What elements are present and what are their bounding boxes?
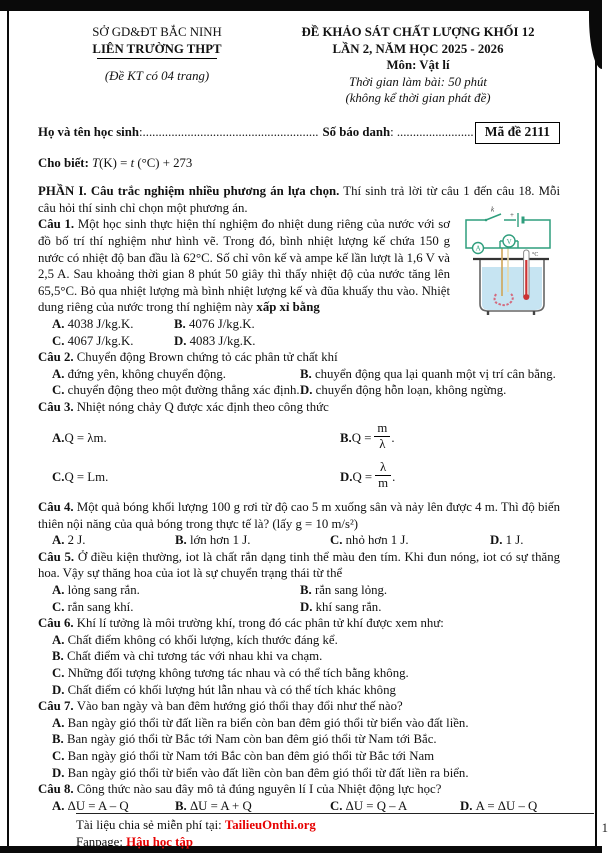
option-B: B. Q = $\frac{m}{\lambda}$ .: [340, 421, 395, 451]
question-label: Câu 3.: [38, 399, 77, 414]
school-name: LIÊN TRƯỜNG THPT: [38, 41, 276, 60]
question-options: [38, 316, 450, 349]
option-A: A. đứng yên, không chuyển động.: [52, 366, 226, 381]
scan-border-corner: [589, 11, 602, 69]
question-stem: Câu 2. Chuyển động Brown chứng tỏ các phân tử chất khí: [38, 350, 338, 365]
question-6: [38, 615, 560, 698]
exam-subject: Môn: Vật lí: [386, 58, 450, 73]
option-D: D. Q = $\frac{\lambda}{m}$ .: [340, 460, 396, 490]
option-B: B. Ban ngày gió thổi từ Bắc tới Nam còn ban đêm gió thổi từ Nam tới Bắc.: [52, 732, 437, 747]
question-stem: Câu 6. Khí lí tưởng là môi trường khí, trong đó các phân tử khí được xem như:: [38, 616, 444, 631]
header-left: [38, 24, 276, 107]
option-D: D. Chất điểm có khối lượng hút lẫn nhau và có thể tích khác không: [52, 682, 396, 697]
option-B: B. 4076 J/kg.K.: [174, 316, 255, 331]
option-key: B.: [175, 533, 190, 548]
exam-code: Mã đề 2111: [484, 123, 550, 139]
scan-border-right: [595, 11, 597, 846]
fraction-denominator: λ: [374, 436, 390, 452]
option-A: A. ΔU = A – Q: [52, 798, 129, 813]
fraction-numerator: λ: [380, 460, 387, 475]
option-key: B.: [174, 316, 189, 331]
option-key: A.: [52, 316, 68, 331]
option-A: A. Q = λm.: [52, 431, 107, 446]
option-A: A. 4038 J/kg.K.: [52, 316, 134, 331]
option-key: A.: [52, 533, 68, 548]
voltmeter-label: V: [506, 238, 512, 247]
option-key: B.: [175, 798, 190, 813]
ammeter-label: A: [475, 244, 481, 253]
option-A: A. lỏng sang rắn.: [52, 582, 140, 597]
question-label: Câu 4.: [38, 500, 77, 514]
option-key: D.: [300, 383, 316, 398]
option-D: D. Ban ngày gió thổi từ biển vào đất liền còn ban đêm gió thổi từ đất liền ra biển.: [52, 765, 469, 780]
option-key: D.: [52, 682, 68, 697]
question-1: [38, 205, 560, 349]
option-B: B. rắn sang lỏng.: [300, 582, 388, 597]
option-key: D.: [340, 469, 353, 484]
exam-title-line2: LẦN 2, NĂM HỌC 2025 - 2026: [332, 41, 504, 56]
fanpage-label: Fanpage:: [76, 834, 127, 849]
option-A: A. Chất điểm không có khối lượng, kích thước đáng kể.: [52, 632, 338, 647]
question-label: Câu 2.: [38, 350, 77, 365]
fraction-numerator: m: [377, 421, 388, 436]
footer-line1: [76, 817, 608, 835]
exam-title-line1: ĐỀ KHẢO SÁT CHẤT LƯỢNG KHỐI 12: [301, 25, 535, 39]
option-B: B. chuyển động qua lại quanh một vị trí cân bằng.: [300, 366, 556, 381]
given-label: Cho biết:: [38, 155, 89, 170]
option-key: D.: [490, 533, 506, 548]
part1-title: PHẦN I. Câu trắc nghiệm nhiều phương án lựa chọn.: [38, 184, 340, 199]
question-2: [38, 349, 560, 399]
option-C: C. 4067 J/kg.K.: [52, 333, 134, 348]
fanpage-link[interactable]: Hậu học tập: [126, 834, 193, 849]
option-C: C. ΔU = Q – A: [330, 798, 408, 813]
question-options: [38, 366, 560, 399]
option-B: B. lớn hơn 1 J.: [175, 533, 251, 548]
question-stem: Câu 3. Nhiệt nóng chảy Q được xác định theo công thức: [38, 399, 329, 414]
option-key: C.: [330, 798, 346, 813]
battery-plus-label: +: [510, 211, 514, 220]
option-C: C. nhỏ hơn 1 J.: [330, 533, 409, 548]
question-options: [38, 632, 560, 698]
option-key: D.: [300, 599, 316, 614]
questions: [38, 205, 560, 814]
switch-label: k: [491, 205, 495, 214]
option-key: A.: [52, 632, 68, 647]
option-B: B. Chất điểm và chỉ tương tác với nhau khi va chạm.: [52, 649, 323, 664]
question-options: [38, 532, 560, 549]
footer: [76, 813, 608, 850]
given-formula: T: [92, 155, 100, 170]
page-number: 1: [601, 821, 608, 835]
option-key: C.: [52, 665, 68, 680]
option-key: C.: [52, 599, 68, 614]
question-8: [38, 781, 560, 814]
exam-code-box: [475, 122, 560, 144]
option-C: C. Ban ngày gió thổi từ Nam tới Bắc còn ban đêm gió thổi từ Bắc tới Nam: [52, 748, 435, 763]
option-key: C.: [52, 748, 68, 763]
question-label: Câu 8.: [38, 782, 77, 797]
candidate-number-field: : ........................: [390, 125, 474, 140]
option-A: A. 2 J.: [52, 533, 86, 548]
exam-duration-note: (không kể thời gian phát đề): [345, 91, 491, 106]
share-label: Tài liệu chia sẻ miễn phí tại:: [76, 818, 225, 832]
option-key: C.: [52, 333, 68, 348]
option-key: C.: [52, 469, 65, 484]
question-stem: Câu 4. Một quả bóng khối lượng 100 g rơi từ độ cao 5 m xuống sân và nảy lên được 4 m. Thì độ biến thiên nội năng của quả bóng trong thực tế là? (lấy g = 10 m/s²): [38, 500, 560, 531]
question-options: [38, 422, 560, 493]
candidate-number-label: Số báo danh: [322, 125, 391, 140]
fraction: [374, 422, 390, 452]
option-D: D. chuyển động hỗn loạn, không ngừng.: [300, 383, 507, 398]
option-key: B.: [52, 732, 67, 747]
share-link[interactable]: TailieuOnthi.org: [224, 818, 316, 832]
question-stem: Câu 1. Một học sinh thực hiện thí nghiệm đo nhiệt dung riêng của nước với sơ đồ bố trí thí nghiệm như hình vẽ. Trong đó, bình nhiệt lượng kế chứa 150 g nước có nhiệt độ ban đầu là 62°C. Số chỉ vôn kế và ampe kế lần lượt là 1,6 V và 2,5 A. Sau khoảng thời gian 8 phút 50 giây thì thấy nhiệt độ của nước tăng lên 65,5°C. Bỏ qua nhiệt lượng mà bình nhiệt lượng kế và đũa khuấy thu vào. Nhiệt dung riêng của nước trong thí nghiệm này xấp xỉ bằng: [38, 217, 450, 315]
option-key: B.: [300, 366, 315, 381]
question-options: [38, 798, 560, 815]
student-name-label: Họ và tên học sinh: [38, 125, 139, 140]
fraction-denominator: m: [375, 475, 391, 491]
option-D: D. 1 J.: [490, 533, 524, 548]
page-count-note: (Đề KT có 04 trang): [104, 69, 210, 84]
scan-border-top: [0, 0, 602, 11]
question-7: [38, 698, 560, 781]
department-name: SỞ GD&ĐT BẮC NINH: [92, 25, 222, 39]
option-A: A. Ban ngày gió thổi từ đất liền ra biển còn ban đêm gió thổi từ biển vào đất liền.: [52, 715, 469, 730]
option-key: D.: [460, 798, 476, 813]
question-label: Câu 5.: [38, 549, 78, 564]
option-key: D.: [52, 765, 68, 780]
option-key: C.: [52, 383, 68, 398]
option-key: B.: [52, 649, 67, 664]
option-key: A.: [52, 715, 68, 730]
footer-line2: [76, 834, 594, 851]
q1-figure: [458, 205, 560, 329]
question-5: [38, 549, 560, 615]
option-key: B.: [340, 431, 352, 446]
option-C: C. Q = Lm.: [52, 469, 109, 484]
option-C: C. chuyển động theo một đường thẳng xác định.: [52, 383, 300, 398]
calorimeter-circuit-figure: [458, 205, 560, 324]
given-formula-row: Cho biết: T(K) = t (°C) + 273: [38, 155, 193, 170]
option-B: B. ΔU = A + Q: [175, 798, 252, 813]
option-key: A.: [52, 582, 68, 597]
thermometer-unit-label: °C: [532, 252, 539, 259]
switch-lever: [486, 214, 501, 220]
question-stem: Câu 8. Công thức nào sau đây mô tả đúng nguyên lí I của Nhiệt động lực học?: [38, 782, 442, 797]
fraction: [375, 461, 391, 491]
question-bold-tail: xấp xỉ bằng: [253, 300, 320, 315]
header-right: [276, 24, 560, 107]
question-stem: Câu 5. Ở điều kiện thường, iot là chất rắn dạng tinh thể màu đen tím. Khi đun nóng, iot có sự thăng hoa. Vậy sự thăng hoa của iot là sự chuyển trạng thái từ thể: [38, 549, 560, 581]
option-D: D. A = ΔU – Q: [460, 798, 538, 813]
header: [38, 24, 560, 107]
option-D: D. 4083 J/kg.K.: [174, 333, 256, 348]
question-label: Câu 7.: [38, 699, 77, 714]
switch-pivot: [485, 219, 488, 222]
question-label: Câu 6.: [38, 616, 77, 631]
water: [482, 267, 542, 310]
option-key: A.: [52, 798, 68, 813]
option-C: C. Những đối tượng không tương tác nhau và có thể tích bằng không.: [52, 665, 409, 680]
option-key: A.: [52, 431, 65, 446]
student-name-field: :.......................................................: [138, 125, 319, 140]
page-content: [38, 24, 608, 849]
part1-instructions: Thí sinh trả lời từ câu 1 đến câu 18. Mỗi câu hỏi thí sinh chỉ chọn một phương án.: [38, 184, 561, 215]
option-key: B.: [300, 582, 315, 597]
option-C: C. rắn sang khí.: [52, 599, 134, 614]
question-label: Câu 1.: [38, 217, 78, 232]
scan-border-left: [7, 11, 9, 846]
question-4: [38, 499, 560, 549]
question-stem: Câu 7. Vào ban ngày và ban đêm hướng gió thổi thay đổi như thế nào?: [38, 699, 403, 714]
thermometer-bulb: [523, 294, 529, 300]
question-options: [38, 715, 560, 781]
option-key: C.: [330, 533, 346, 548]
option-key: A.: [52, 366, 68, 381]
exam-duration: Thời gian làm bài: 50 phút: [348, 74, 487, 89]
option-D: D. khí sang rắn.: [300, 599, 382, 614]
student-info-row: [38, 122, 560, 144]
option-key: D.: [174, 333, 190, 348]
question-3: [38, 399, 560, 493]
question-options: [38, 582, 560, 615]
